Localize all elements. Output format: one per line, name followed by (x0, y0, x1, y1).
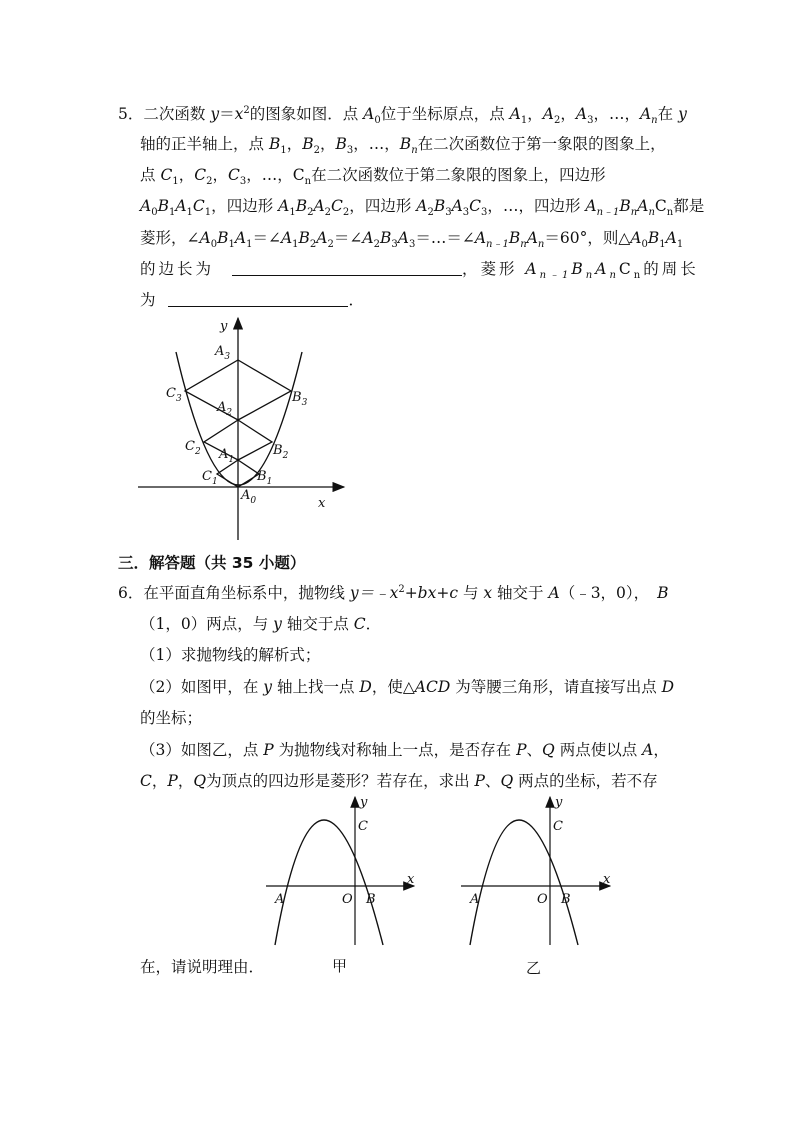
parabola-yi (470, 820, 578, 945)
problem5-line2: 轴的正半轴上，点 $B_1$，$B_2$，$B_3$，…，$B_n$在二次函数位于第一象限的图象上， (140, 135, 666, 157)
label-C1: $C_1$ (202, 469, 218, 487)
problem5-line1: 5．二次函数 $y=x^2$的图象如图．点 $A_0$位于坐标原点，点 $A_1$，$A_2$，$A_3$，…，$A_n$在 y (118, 104, 687, 127)
problem5-line5: 菱形，$\angle A_0B_1A_1=\angle A_1B_2A_2=\angle A_2B_3A_3=\dots=\angle A_{n﹣1}B_nA_n=60^\circ$，则$\triangle A_0B_1A_1$ (140, 229, 684, 251)
label-C3: $C_3$ (166, 386, 182, 404)
label-x: x (603, 872, 611, 887)
problem5-line7: 为 ． (140, 291, 364, 309)
label-A3: $A_3$ (215, 344, 231, 362)
problem5-line4: $A_0B_1A_1C_1$，四边形 $A_1B_2A_2C_2$，四边形 $A_2B_3A_3C_3$，…，四边形 $A_{n﹣1}B_nA_nC_n$都是 (140, 197, 705, 219)
section-heading: 三．解答题（共 35 小题） (118, 554, 306, 572)
label-A0: $A_0$ (241, 488, 257, 506)
label-y: y (555, 795, 563, 810)
label-B3: $B_3$ (292, 390, 308, 408)
label-C: C (358, 819, 368, 834)
label-x: x (318, 496, 326, 511)
caption-jia: 甲 (332, 957, 348, 975)
label-B: B (366, 892, 376, 907)
figure-yi (461, 795, 611, 945)
figure-jia (266, 795, 415, 945)
caption-yi: 乙 (526, 959, 542, 977)
problem6-part2-cont: 的坐标； (140, 709, 203, 727)
problem6-part2: （2）如图甲，在 y 轴上找一点 D，使△ACD 为等腰三角形，请直接写出点 D (140, 678, 675, 696)
label-y: y (360, 795, 368, 810)
label-B: B (561, 892, 571, 907)
problem6-part3: （3）如图乙，点 P 为抛物线对称轴上一点，是否存在 P、Q 两点使以点 A， (140, 741, 669, 759)
problem-number: 6． (118, 584, 144, 602)
label-A1: $A_1$ (219, 447, 235, 465)
label-x: x (407, 872, 415, 887)
label-O: O (342, 892, 353, 907)
label-y: y (220, 319, 228, 334)
label-A: A (470, 892, 480, 907)
label-A: A (275, 892, 285, 907)
problem5-line3: 点 $C_1$，$C_2$，$C_3$，…，$C_n$在二次函数位于第二象限的图象上，四边形 (140, 166, 606, 188)
label-B2: $B_2$ (273, 443, 289, 461)
label-C2: $C_2$ (185, 439, 201, 457)
parabola-jia (275, 820, 383, 945)
label-O: O (537, 892, 548, 907)
problem-number: 5． (118, 105, 144, 123)
label-A2: $A_2$ (217, 400, 233, 418)
problem5-line6: 的边长为 ，菱形 $A_{n﹣1}B_nA_nC_n$的周长 (140, 260, 699, 282)
problem6-part3-cont: C，P，Q为顶点的四边形是菱形？若存在，求出 P、Q 两点的坐标，若不存 (140, 772, 658, 790)
problem6-part1: （1）求抛物线的解析式； (140, 646, 321, 664)
problem6-line2: （1，0）两点，与 y 轴交于点 C． (140, 615, 382, 633)
label-C: C (553, 819, 563, 834)
parabola-curve (176, 352, 302, 485)
problem6-part3-end: 在，请说明理由． (140, 958, 265, 976)
problem6-line1: 6．在平面直角坐标系中，抛物线 $y=﹣x^2+bx+c$ 与 x 轴交于 A（﹣3，0）， B (118, 583, 669, 602)
label-B1: $B_1$ (257, 469, 273, 487)
